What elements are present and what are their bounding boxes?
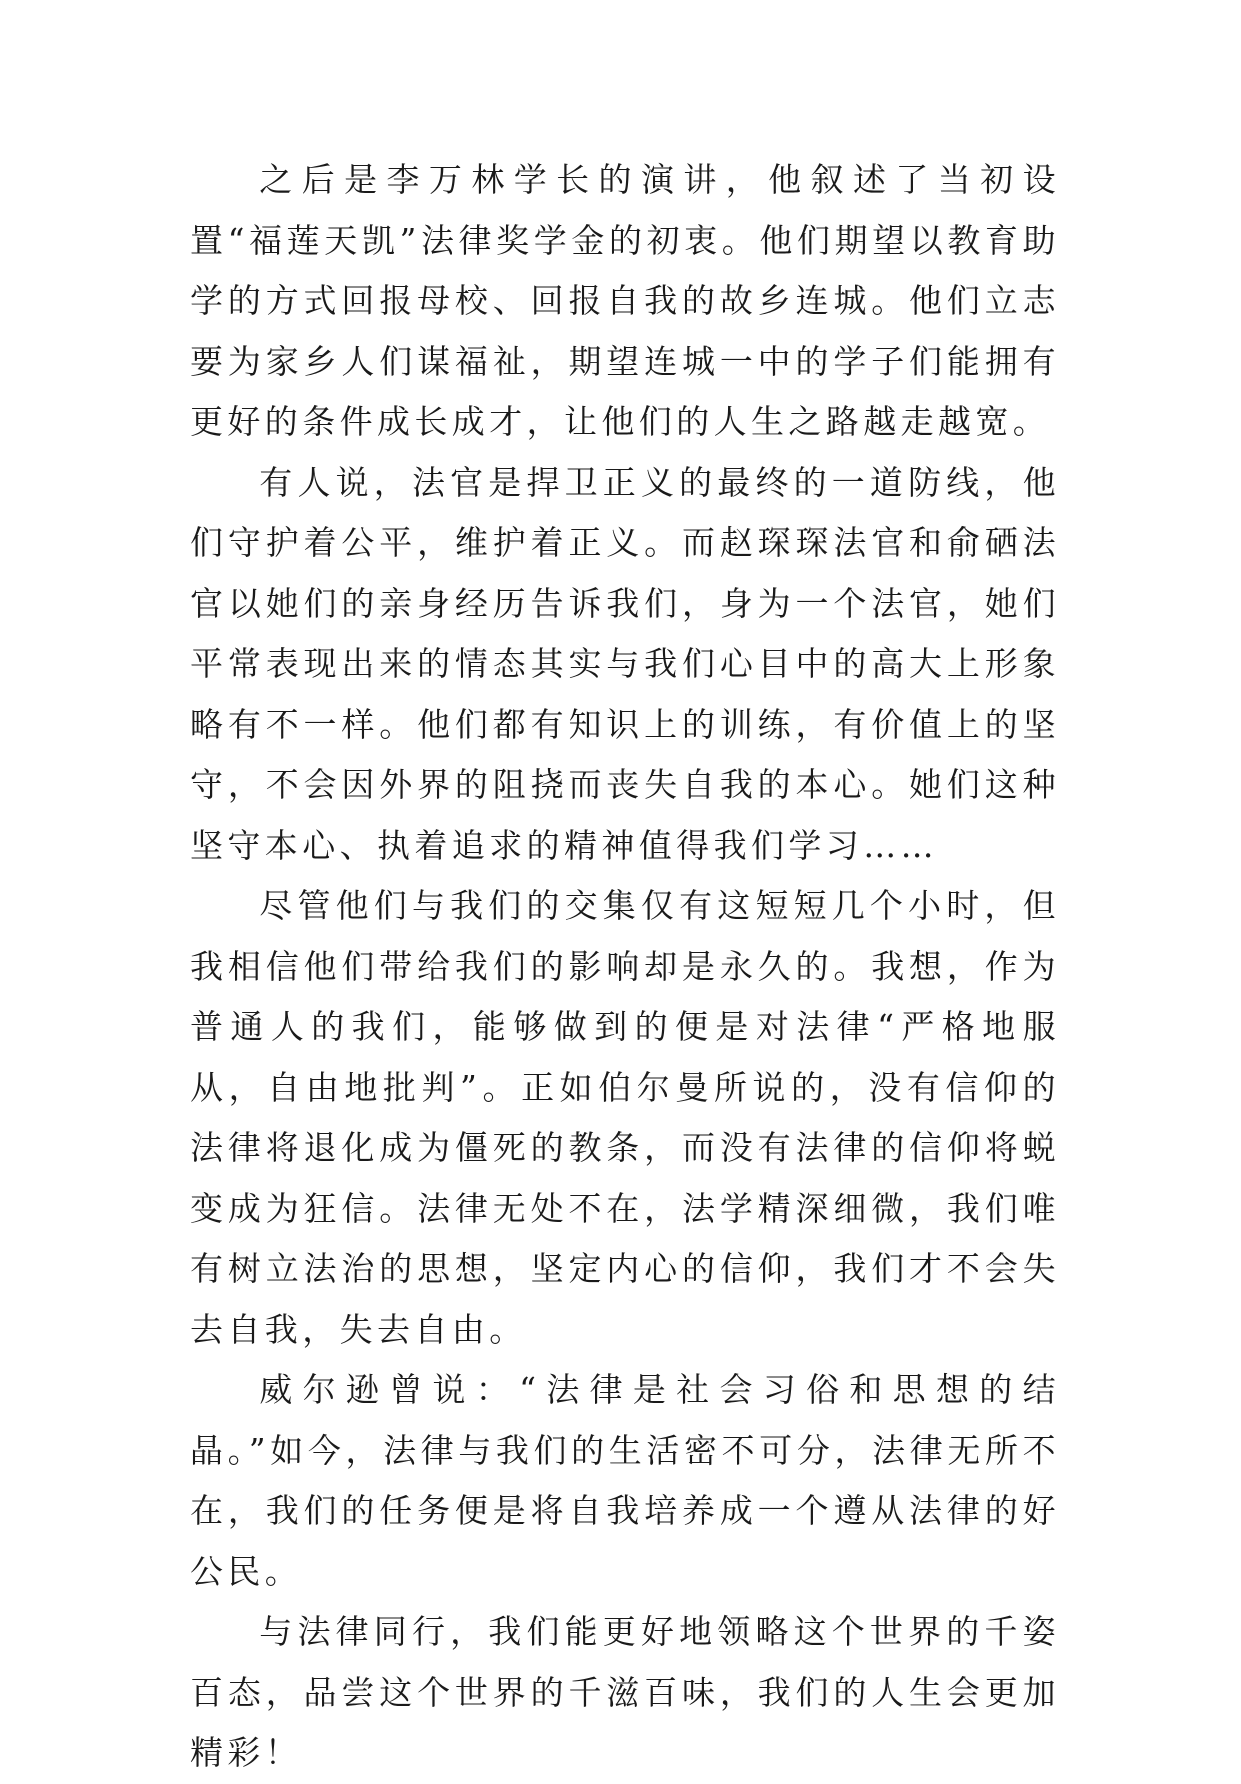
paragraph-4: 威尔逊曾说：“法律是社会习俗和思想的结晶。”如今，法律与我们的生活密不可分，法律无所不在，我们的任务便是将自我培养成一个遵从法律的好公民。 <box>190 1370 1060 1591</box>
paragraph-1: 之后是李万林学长的演讲，他叙述了当初设置“福莲天凯”法律奖学金的初衷。他们期望以教育助学的方式回报母校、回报自我的故乡连城。他们立志要为家乡人们谋福祉，期望连城一中的学子们能拥有更好的条件成长成才，让他们的人生之路越走越宽。 <box>190 160 1060 441</box>
paragraph-5: 与法律同行，我们能更好地领略这个世界的千姿百态，品尝这个世界的千滋百味，我们的人生会更加精彩！ <box>190 1612 1060 1772</box>
paragraph-3: 尽管他们与我们的交集仅有这短短几个小时，但我相信他们带给我们的影响却是永久的。我想，作为普通人的我们，能够做到的便是对法律“严格地服从，自由地批判”。正如伯尔曼所说的，没有信仰的法律将退化成为僵死的教条，而没有法律的信仰将蜕变成为狂信。法律无处不在，法学精深细微，我们唯有树立法治的思想，坚定内心的信仰，我们才不会失去自我，失去自由。 <box>190 886 1060 1349</box>
document-body <box>190 150 1060 1784</box>
paragraph-2: 有人说，法官是捍卫正义的最终的一道防线，他们守护着公平，维护着正义。而赵琛琛法官和俞硒法官以她们的亲身经历告诉我们，身为一个法官，她们平常表现出来的情态其实与我们心目中的高大上形象略有不一样。他们都有知识上的训练，有价值上的坚守，不会因外界的阻挠而丧失自我的本心。她们这种坚守本心、执着追求的精神值得我们学习…… <box>190 462 1060 865</box>
